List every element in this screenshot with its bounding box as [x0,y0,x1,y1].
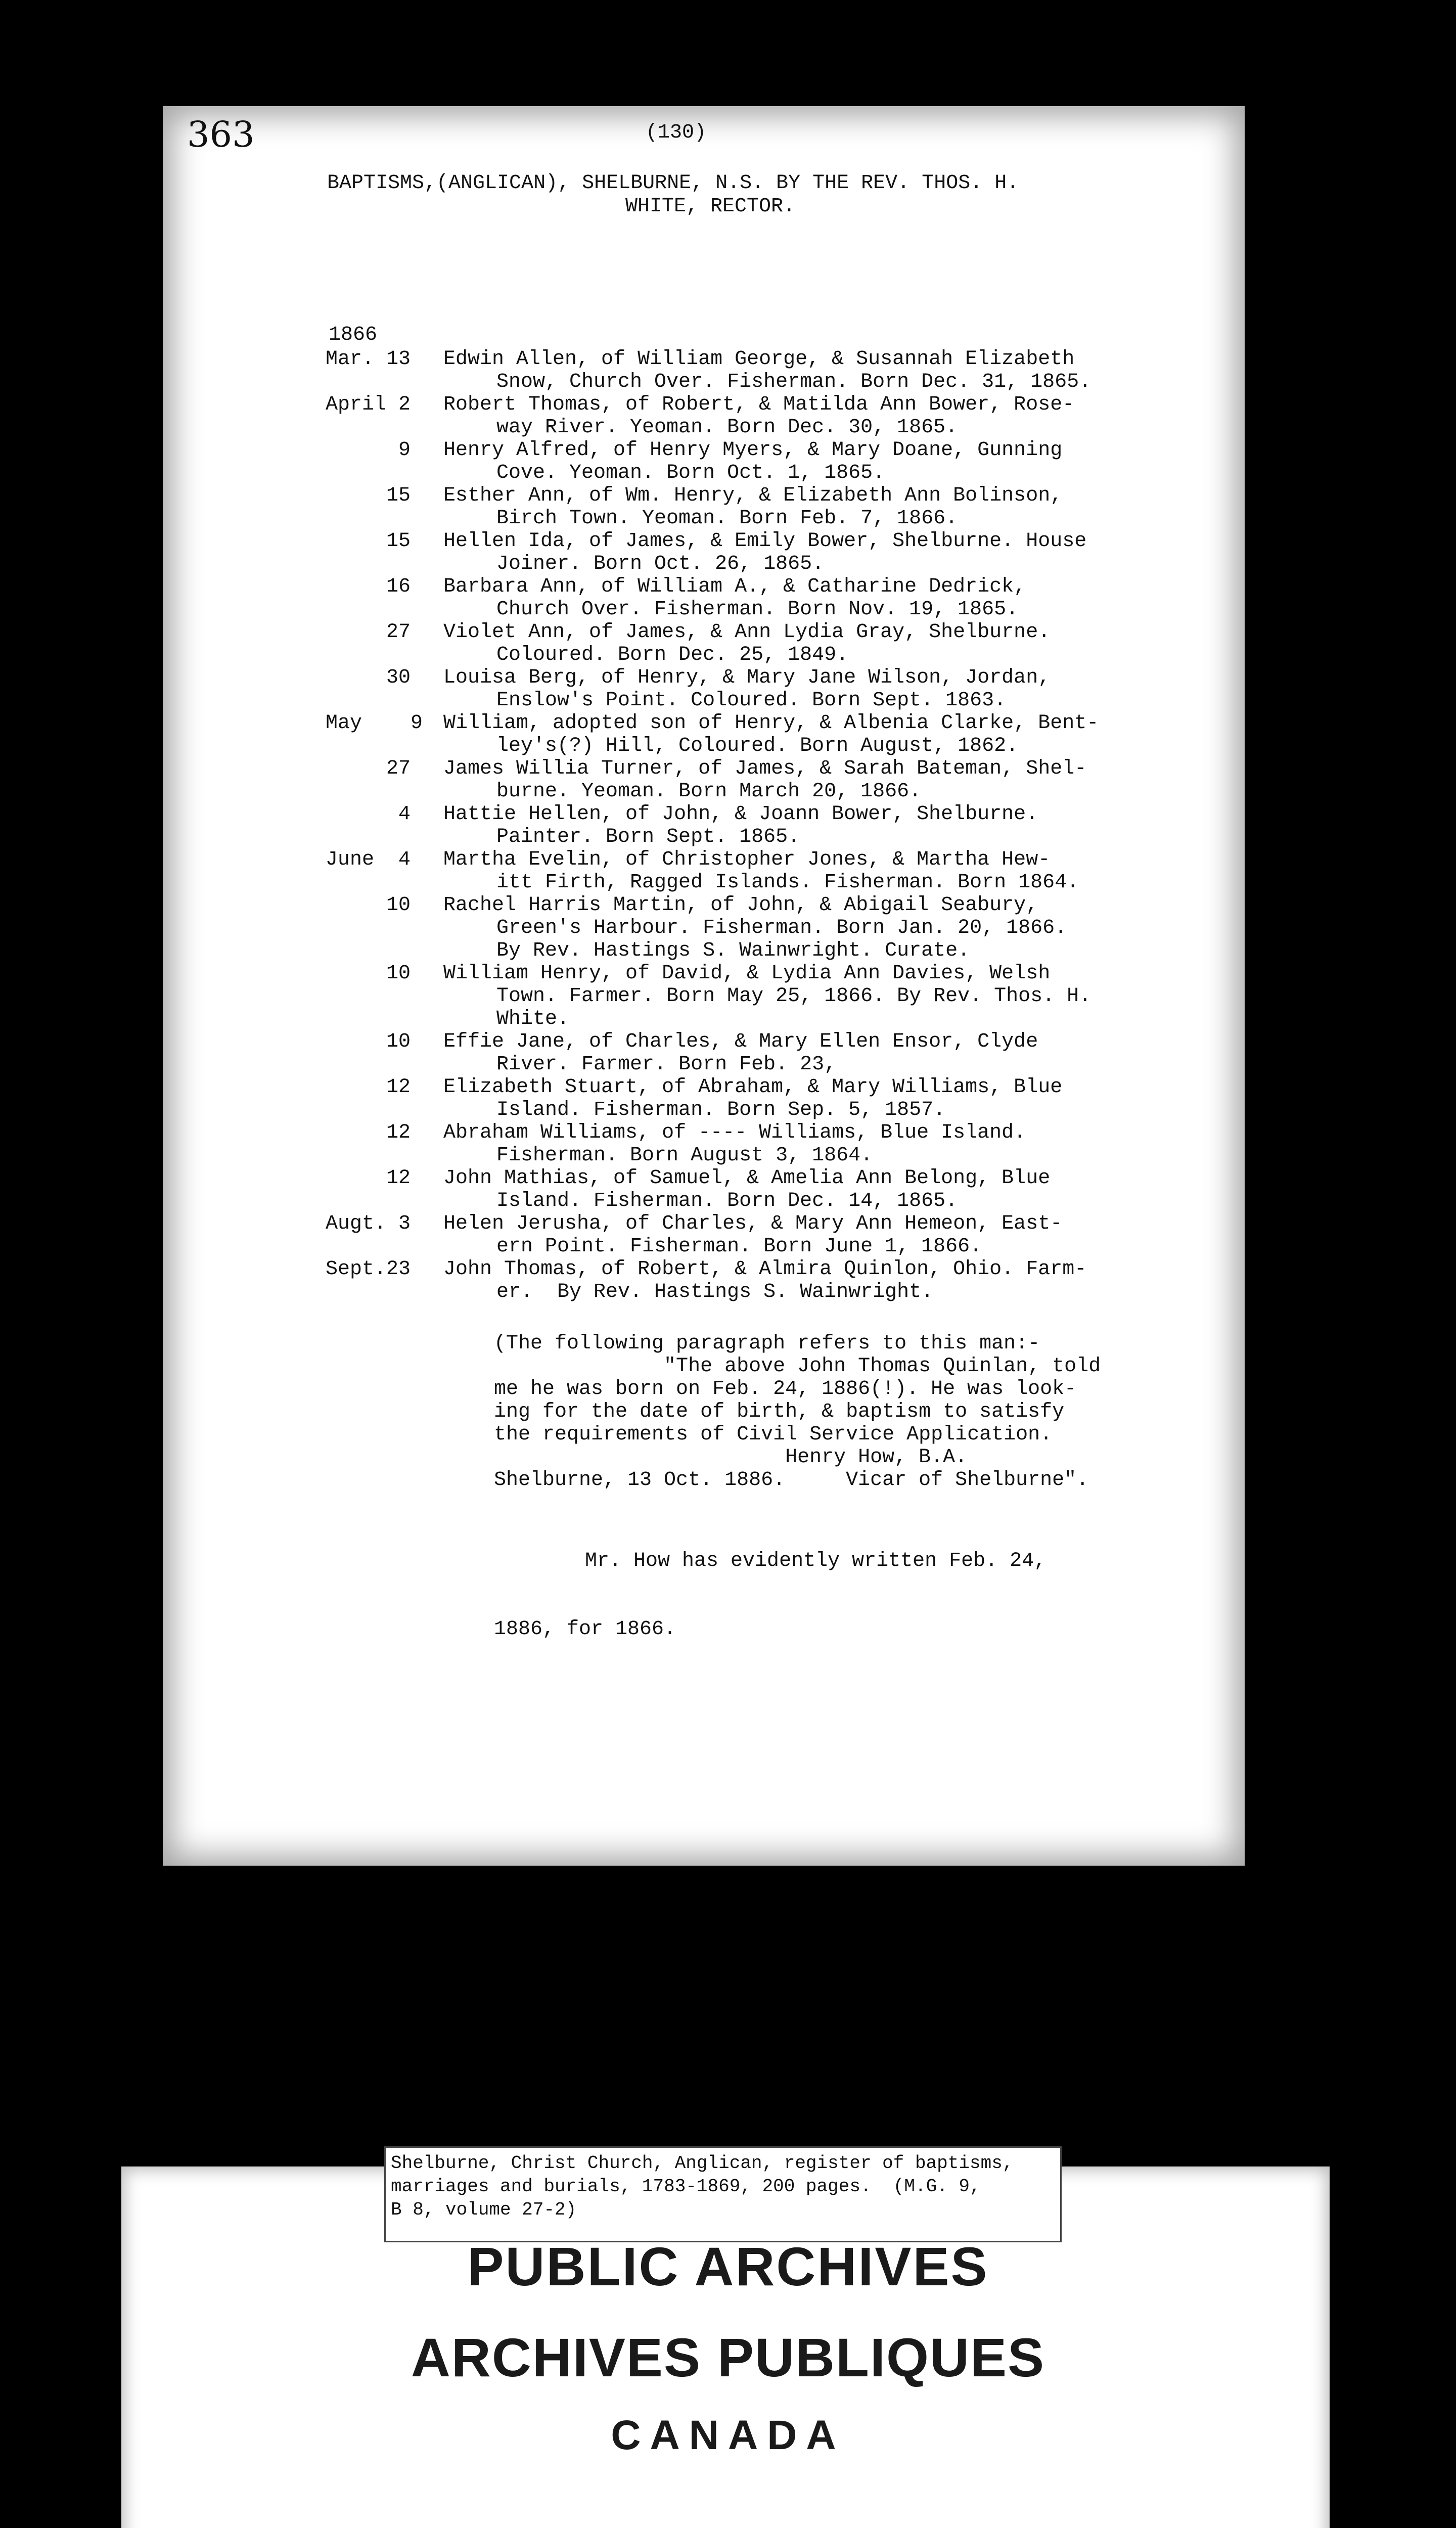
baptism-entry [326,712,1236,757]
entry-line: Coloured. Born Dec. 25, 1849. [496,644,849,666]
baptism-entry [326,621,1236,666]
baptism-entry [326,1258,1236,1303]
entry-line: Cove. Yeoman. Born Oct. 1, 1865. [496,462,885,484]
title-line-2: WHITE, RECTOR. [625,195,796,218]
note-line: (The following paragraph refers to this man:- [494,1332,1040,1355]
baptism-entry [326,1167,1236,1212]
entry-line: Island. Fisherman. Born Sep. 5, 1857. [496,1099,946,1121]
entry-line: River. Farmer. Born Feb. 23, [496,1053,837,1076]
entry-line: John Thomas, of Robert, & Almira Quinlon, Ohio. Farm- [443,1258,1087,1281]
note-line: me he was born on Feb. 24, 1886(!). He was look- [494,1378,1077,1401]
entry-text [443,1258,1236,1303]
entry-text [443,1167,1236,1212]
entry-line: Island. Fisherman. Born Dec. 14, 1865. [496,1190,958,1212]
baptism-entry [326,757,1236,803]
entry-line: Helen Jerusha, of Charles, & Mary Ann Hemeon, East- [443,1212,1063,1235]
entry-line: Town. Farmer. Born May 25, 1866. By Rev. Thos. H. [496,985,1091,1008]
entry-line: way River. Yeoman. Born Dec. 30, 1865. [496,416,958,439]
entry-line: Birch Town. Yeoman. Born Feb. 7, 1866. [496,507,958,530]
entry-line: Elizabeth Stuart, of Abraham, & Mary Williams, Blue [443,1076,1063,1099]
entry-date: Mar. 13 [326,348,411,371]
entry-line: Robert Thomas, of Robert, & Matilda Ann Bower, Rose- [443,393,1075,416]
slip-line: marriages and burials, 1783-1869, 200 pages. (M.G. 9, [391,2176,981,2197]
entry-line: White. [496,1008,570,1030]
entry-date: 30 [326,666,411,689]
entry-date: 16 [326,575,411,598]
entry-line: itt Firth, Ragged Islands. Fisherman. Born 1864. [496,871,1079,894]
entry-date: 12 [326,1167,411,1190]
baptism-entries [326,348,1236,1303]
note-line: the requirements of Civil Service Application. [494,1423,1053,1446]
entry-date: 27 [326,757,411,780]
entry-date: 12 [326,1076,411,1099]
entry-line: Joiner. Born Oct. 26, 1865. [496,553,825,575]
entry-text [443,484,1236,530]
entry-line: Hattie Hellen, of John, & Joann Bower, Shelburne. [443,803,1038,826]
baptism-entry [326,894,1236,962]
archive-name-en: PUBLIC ARCHIVES [467,2236,989,2297]
baptism-entry [326,848,1236,894]
entry-text [443,962,1236,1030]
note-line: "The above John Thomas Quinlan, told [494,1355,1101,1378]
page-number: (130) [646,121,707,144]
entry-date: Sept.23 [326,1258,411,1281]
entry-text [443,348,1236,393]
baptism-entry [326,803,1236,848]
entry-line: Louisa Berg, of Henry, & Mary Jane Wilson, Jordan, [443,666,1051,689]
entry-text [443,1212,1236,1258]
baptism-entry [326,393,1236,439]
entry-date: 10 [326,1030,411,1053]
title-line-1: BAPTISMS,(ANGLICAN), SHELBURNE, N.S. BY THE REV. THOS. H. [327,172,1019,195]
entry-text [443,1076,1236,1121]
baptism-entry [326,962,1236,1030]
quinlan-note [494,1332,1212,1492]
handwritten-folio-number: 363 [187,114,255,155]
entry-text [443,575,1236,621]
baptism-entry [326,439,1236,484]
editor-remark-line-1: Mr. How has evidently written Feb. 24, [585,1550,1046,1572]
entry-date: April 2 [326,393,411,416]
entry-line: John Mathias, of Samuel, & Amelia Ann Belong, Blue [443,1167,1051,1190]
archive-country: CANADA [611,2412,845,2458]
entry-line: Painter. Born Sept. 1865. [496,826,800,848]
entry-line: William, adopted son of Henry, & Albenia Clarke, Bent- [443,712,1099,735]
entry-date: Augt. 3 [326,1212,411,1235]
document-page [163,106,1245,1866]
note-line: Shelburne, 13 Oct. 1886. Vicar of Shelburne". [494,1469,1089,1492]
slip-line: Shelburne, Christ Church, Anglican, register of baptisms, [391,2153,1014,2174]
entry-date: 12 [326,1121,411,1144]
entry-line: Green's Harbour. Fisherman. Born Jan. 20, 1866. [496,917,1067,939]
entry-line: Martha Evelin, of Christopher Jones, & Martha Hew- [443,848,1051,871]
entry-date: 10 [326,962,411,985]
entry-line: er. By Rev. Hastings S. Wainwright. [496,1281,934,1303]
entry-date: 9 [326,439,411,462]
entry-date: May 9 [326,712,423,735]
entry-text [443,393,1236,439]
entry-line: Henry Alfred, of Henry Myers, & Mary Doane, Gunning [443,439,1063,462]
entry-line: ley's(?) Hill, Coloured. Born August, 1862. [496,735,1019,757]
entry-text [443,439,1236,484]
entry-text [443,1121,1236,1167]
baptism-entry [326,530,1236,575]
entry-text [443,712,1236,757]
entry-line: Church Over. Fisherman. Born Nov. 19, 1865. [496,598,1019,621]
editor-remark-line-2: 1886, for 1866. [494,1618,676,1641]
entry-text [443,621,1236,666]
baptism-entry [326,575,1236,621]
entry-text [443,1030,1236,1076]
baptism-entry [326,348,1236,393]
entry-line: Abraham Williams, of ---- Williams, Blue Island. [443,1121,1026,1144]
entry-line: Edwin Allen, of William George, & Susannah Elizabeth [443,348,1075,371]
entry-line: Barbara Ann, of William A., & Catharine Dedrick, [443,575,1026,598]
catalog-slip [384,2146,1062,2242]
year-heading: 1866 [329,324,378,346]
entry-text [443,803,1236,848]
baptism-entry [326,1030,1236,1076]
archive-name-fr: ARCHIVES PUBLIQUES [411,2327,1045,2388]
entry-text [443,894,1236,962]
entry-date: 15 [326,484,411,507]
entry-text [443,666,1236,712]
entry-line: Hellen Ida, of James, & Emily Bower, Shelburne. House [443,530,1087,553]
entry-line: William Henry, of David, & Lydia Ann Davies, Welsh [443,962,1051,985]
entry-date: 27 [326,621,411,644]
entry-date: 10 [326,894,411,917]
note-line: Henry How, B.A. [494,1446,968,1469]
baptism-entry [326,1212,1236,1258]
slip-line: B 8, volume 27-2) [391,2199,577,2220]
entry-line: ern Point. Fisherman. Born June 1, 1866. [496,1235,982,1258]
entry-text [443,530,1236,575]
page-title [327,172,1252,218]
entry-line: James Willia Turner, of James, & Sarah Bateman, Shel- [443,757,1087,780]
entry-text [443,757,1236,803]
note-line: ing for the date of birth, & baptism to satisfy [494,1401,1065,1423]
entry-line: Effie Jane, of Charles, & Mary Ellen Ensor, Clyde [443,1030,1038,1053]
baptism-entry [326,1121,1236,1167]
entry-line: Rachel Harris Martin, of John, & Abigail Seabury, [443,894,1038,917]
baptism-entry [326,1076,1236,1121]
entry-line: Snow, Church Over. Fisherman. Born Dec. 31, 1865. [496,371,1091,393]
entry-line: By Rev. Hastings S. Wainwright. Curate. [496,939,970,962]
baptism-entry [326,666,1236,712]
entry-text [443,848,1236,894]
editor-remark [494,1504,1046,1686]
baptism-entry [326,484,1236,530]
entry-line: Violet Ann, of James, & Ann Lydia Gray, Shelburne. [443,621,1051,644]
entry-line: Esther Ann, of Wm. Henry, & Elizabeth Ann Bolinson, [443,484,1063,507]
entry-line: Enslow's Point. Coloured. Born Sept. 1863. [496,689,1007,712]
entry-line: Fisherman. Born August 3, 1864. [496,1144,873,1167]
entry-date: 15 [326,530,411,553]
entry-date: June 4 [326,848,411,871]
entry-line: burne. Yeoman. Born March 20, 1866. [496,780,922,803]
entry-date: 4 [326,803,411,826]
